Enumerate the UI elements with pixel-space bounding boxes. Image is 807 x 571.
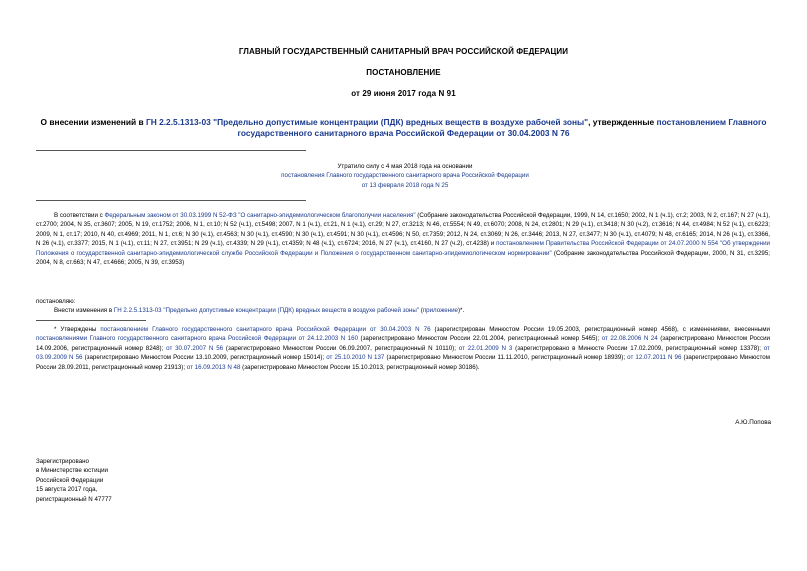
divider-bottom (36, 200, 306, 201)
footnote-text: (зарегистрировано Минюстом России 06.09.2007, регистрационный N 10110); (223, 344, 459, 352)
title-link-gn[interactable]: ГН 2.2.5.1313-03 "Предельно допустимые концентрации (ПДК) вредных веществ в воздухе рабочей зоны" (145, 117, 589, 127)
lost-force-note (240, 162, 570, 190)
lost-force-link[interactable]: постановления Главного государственного санитарного врача Российской Федерации (281, 172, 529, 180)
preamble-text: (Собрание законодательства Российской Федерации, 2000, N 31, ст.3295; 2004, N 8, ст.663; N 47, ст.4666; 2005, N 39, ст.3953) (36, 249, 770, 267)
footnote-link[interactable]: от 12.07.2011 N 96 (627, 354, 682, 362)
title-text: , утвержденные (588, 117, 657, 127)
preamble-text: В соответствии с (54, 212, 105, 219)
registration-line: Зарегистрировано (36, 458, 89, 465)
document-title (30, 117, 777, 139)
footnote-link[interactable]: от 22.08.2006 N 24 (601, 335, 658, 343)
resolve-text: )*. (457, 307, 465, 314)
document-type: ПОСТАНОВЛЕНИЕ (366, 68, 441, 77)
preamble-text: (Собрание законодательства Российской Федерации, 1999, N 14, ст.1650; 2002, N 1 (ч.1), ст.2; 2003, N 2, ст.167; N 27 (ч.1), ст.2700; 2004, N 35, ст.3607; 2005, N 19, ст.1752; 2006, N 1, ст.10; N 52 (ч.1), ст.5498; 2007, N 1 (ч.1), ст.21, N 1 (ч.1), ст.29; N 27, ст.3213; N 46, ст.5554; N 49, ст.6070; 2008, N 24, ст.2801; N 29 (ч.1), ст.3418; N 30 (ч.2), ст.3616; N 44, ст.4984; N 52 (ч.1), ст.6223; 2009, N 1, ст.17; 2010, N 40, ст.4969; 2011, N 1, ст.6; N 30 (ч.1), ст.4563; N 30 (ч.1), ст.4590; N 30 (ч.1), ст.4591; N 30 (ч.1), ст.4596; N 50, ст.7359; 2012, N 24, ст.3069; N 26, ст.3446; 2013, N 27, ст.3477; N 30 (ч.1), ст.4079; N 48, ст.6165; 2014, N 26 (ч.1), ст.3366, N 26 (ч.1), ст.3377; 2015, N 1 (ч.1), ст.11; N 27, ст.3951; N 29 (ч.1), ст.4339; N 29 (ч.1), ст.4359; N 48 (ч.1), ст.6724; 2016, N 27 (ч.1), ст.4160, N 27 (ч.2), ст.4238) и (36, 212, 771, 248)
footnote-link[interactable]: от 22.01.2009 N 3 (458, 344, 513, 352)
registration-line: в Министерстве юстиции (36, 467, 109, 475)
footnote-text: (зарегистрировано Минюстом России 28.09.2011, регистрационный номер 21913); (36, 354, 770, 371)
government-resolution-link[interactable]: постановлением Правительства Российской Федерации от 24.07.2000 N 554 "Об утверждении Положения о государственной санитарно-эпидемиологической службе Российской Федерации и Положения о государственном санитарно-эпидемиологическом нормировании" (36, 240, 770, 257)
footnote-text: * Утверждены (54, 326, 101, 333)
document-date-number: от 29 июня 2017 года N 91 (351, 89, 456, 98)
signature: А.Ю.Попова (735, 419, 771, 426)
registration-line: регистрационный N 47777 (36, 495, 112, 503)
footnote-text: (зарегистрирован Минюстом России 19.05.2003, регистрационный номер 4568), с изменениями, внесенными (430, 326, 770, 333)
registration-line: 15 августа 2017 года, (36, 486, 98, 494)
title-text: О внесении изменений в (40, 117, 146, 127)
footnote-text: (зарегистрировано в Минюсте России 17.02.2009, регистрационный номер 13378); (512, 344, 764, 352)
footnote-paragraph (36, 325, 770, 372)
resolve-text: ( (419, 307, 423, 314)
registration-line: Российской Федерации (36, 476, 104, 484)
resolve-gn-link[interactable]: ГН 2.2.5.1313-03 "Предельно допустимые концентрации (ПДК) вредных веществ в воздухе рабочей зоны" (113, 307, 419, 314)
footnote-link[interactable]: от 30.07.2007 N 56 (166, 344, 224, 352)
footnote-text: (зарегистрировано Минюстом России 11.11.2010, регистрационный номер 18939); (384, 354, 628, 362)
resolve-paragraph (54, 306, 770, 315)
issuing-authority: ГЛАВНЫЙ ГОСУДАРСТВЕННЫЙ САНИТАРНЫЙ ВРАЧ РОССИЙСКОЙ ФЕДЕРАЦИИ (238, 47, 569, 56)
footnote-link[interactable]: от 25.10.2010 N 137 (326, 354, 385, 362)
footnote-link[interactable]: постановлением Главного государственного санитарного врача Российской Федерации от 30.04.2003 N 76 (100, 326, 431, 333)
registration-block (36, 457, 112, 504)
appendix-link[interactable]: приложение (422, 307, 458, 314)
lost-force-text: Утратило силу с 4 мая 2018 года на основании (337, 163, 473, 170)
title-link-resolution[interactable]: постановлением Главного государственного санитарного врача Российской Федерации от 30.04.2003 N 76 (237, 117, 767, 138)
footnote-text: (зарегистрировано Минюстом России 13.10.2009, регистрационный номер 15014); (82, 354, 327, 362)
preamble-paragraph (36, 211, 770, 268)
footnote-link[interactable]: постановлениями Главного государственного санитарного врача Российской Федерации от 24.12.2003 N 160 (36, 335, 359, 343)
footnote-text: (зарегистрировано Минюстом России 22.01.2004, регистрационный номер 5465); (358, 335, 602, 343)
footnote-text: (зарегистрировано Минюстом России 15.10.2013, регистрационный номер 30186). (240, 363, 480, 371)
lost-force-link-date[interactable]: от 13 февраля 2018 года N 25 (361, 181, 449, 189)
footnote-link[interactable]: от 16.09.2013 N 48 (186, 363, 241, 371)
footnote-divider (36, 320, 146, 321)
resolve-text: Внести изменения в (54, 307, 114, 314)
federal-law-link[interactable]: Федеральным законом от 30.03.1999 N 52-ФЗ "О санитарно-эпидемиологическом благополучии населения" (104, 212, 416, 219)
resolve-label: постановляю: (36, 298, 76, 305)
footnote-text: (зарегистрировано Минюстом России 14.09.2006, регистрационный номер 8248); (36, 335, 770, 352)
footnote-link[interactable]: от 03.09.2009 N 56 (36, 344, 770, 362)
divider-top (36, 150, 306, 151)
